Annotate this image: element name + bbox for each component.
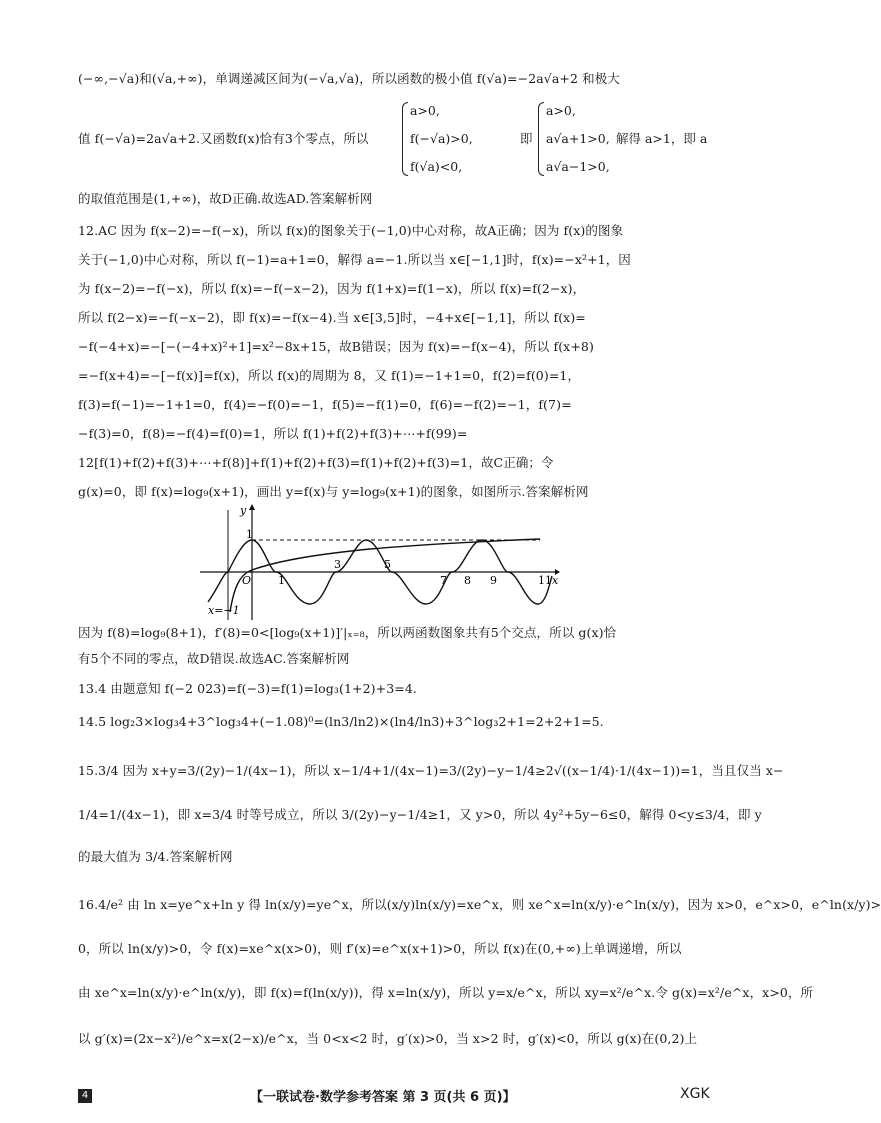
- x-tick: 11: [538, 574, 552, 587]
- text-line: 为 f(x−2)=−f(−x)，所以 f(x)=−f(−x−2)，因为 f(1+x)=f(1−x)，所以 f(x)=f(2−x)，: [78, 281, 586, 296]
- text-line: 值 f(−√a)=2a√a+2.又函数f(x)恰有3个零点，所以: [78, 131, 369, 146]
- text-line: 12[f(1)+f(2)+f(3)+⋯+f(8)]+f(1)+f(2)+f(3)=f(1)+f(2)+f(3)=1，故C正确；令: [78, 455, 554, 470]
- text-line: −f(3)=0，f(8)=−f(4)=f(0)=1，所以 f(1)+f(2)+f(3)+⋯+f(99)=: [78, 426, 468, 441]
- q16-line: 16.4/e² 由 ln x=ye^x+ln y 得 ln(x/y)=ye^x，所以(x/y)ln(x/y)=xe^x，则 xe^x=ln(x/y)·e^ln(x/y)，因为 x>0，e^x>0，e^ln(x/y)>: [78, 897, 881, 912]
- origin-label: O: [242, 574, 252, 587]
- text-line: 以 g′(x)=(2x−x²)/e^x=x(2−x)/e^x，当 0<x<2 时，g′(x)>0，当 x>2 时，g′(x)<0，所以 g(x)在(0,2)上: [78, 1031, 698, 1046]
- text-line: 0，所以 ln(x/y)>0，令 f(x)=xe^x(x>0)，则 f′(x)=e^x(x+1)>0，所以 f(x)在(0,+∞)上单调递增，所以: [78, 941, 682, 956]
- q12-line: 12.AC 因为 f(x−2)=−f(−x)，所以 f(x)的图象关于(−1,0)中心对称，故A正确；因为 f(x)的图象: [78, 223, 624, 238]
- x-tick: 3: [334, 558, 341, 571]
- text-line: 所以 f(2−x)=−f(−x−2)，即 f(x)=−f(x−4).当 x∈[3,5]时，−4+x∈[−1,1]，所以 f(x)=: [78, 310, 586, 325]
- text-line: 有5个不同的零点，故D错误.故选AC.答案解析网: [78, 651, 350, 666]
- text-line: (−∞,−√a)和(√a,+∞)，单调递减区间为(−√a,√a)，所以函数的极小值 f(√a)=−2a√a+2 和极大: [78, 71, 620, 86]
- y-axis-arrow: [249, 504, 255, 510]
- system-row: f(√a)<0,: [410, 159, 463, 174]
- text-line: 因为 f(8)=log₉(8+1)，f′(8)=0<[log₉(x+1)]′|ₓ₌₈，所以两函数图象共有5个交点，所以 g(x)恰: [78, 625, 617, 640]
- system-row: a>0,: [410, 103, 440, 118]
- text-line: −f(−4+x)=−[−(−4+x)²+1]=x²−8x+15，故B错误；因为 f(x)=−f(x−4)，所以 f(x+8): [78, 339, 594, 354]
- brace-left: [402, 102, 408, 176]
- text-line: 的最大值为 3/4.答案解析网: [78, 849, 233, 864]
- text-line: 关于(−1,0)中心对称，所以 f(−1)=a+1=0，解得 a=−1.所以当 x∈[−1,1]时，f(x)=−x²+1，因: [78, 252, 631, 267]
- footer-code: XGK: [680, 1086, 710, 1102]
- page-badge: 4: [78, 1089, 92, 1103]
- y-label: y: [240, 504, 247, 517]
- footer-title: 【一联试卷·数学参考答案 第 3 页(共 6 页)】: [250, 1090, 516, 1105]
- text-line: 的取值范围是(1,+∞)，故D正确.故选AD.答案解析网: [78, 191, 373, 206]
- q13-line: 13.4 由题意知 f(−2 023)=f(−3)=f(1)=log₃(1+2)+3=4.: [78, 681, 417, 696]
- x-tick: 8: [464, 574, 471, 587]
- system-row: a√a+1>0,: [546, 131, 610, 146]
- system-tail: 解得 a>1，即 a: [616, 131, 708, 146]
- system-connector: 即: [520, 131, 533, 146]
- x-label: x: [552, 574, 559, 587]
- text-line: 由 xe^x=ln(x/y)·e^ln(x/y)，即 f(x)=f(ln(x/y))，得 x=ln(x/y)，所以 y=x/e^x，所以 xy=x²/e^x.令 g(x)=x²/e^x，x>0，所: [78, 985, 814, 1000]
- text-line: f(3)=f(−1)=−1+1=0，f(4)=−f(0)=−1，f(5)=−f(1)=0，f(6)=−f(2)=−1，f(7)=: [78, 397, 572, 412]
- system-row: a>0,: [546, 103, 576, 118]
- tick-one: 1: [246, 528, 253, 541]
- q14-line: 14.5 log₂3×log₃4+3^log₃4+(−1.08)⁰=(ln3/ln2)×(ln4/ln3)+3^log₃2+1=2+2+1=5.: [78, 714, 604, 729]
- x-tick: 9: [490, 574, 497, 587]
- text-line: g(x)=0，即 f(x)=log₉(x+1)，画出 y=f(x)与 y=log₉(x+1)的图象，如图所示.答案解析网: [78, 484, 589, 499]
- system-row: f(−√a)>0,: [410, 131, 473, 146]
- system-row: a√a−1>0,: [546, 159, 610, 174]
- function-graph: [200, 502, 560, 622]
- text-line: =−f(x+4)=−[−f(x)]=f(x)，所以 f(x)的周期为 8，又 f(1)=−1+1=0，f(2)=f(0)=1，: [78, 368, 581, 383]
- brace-right: [538, 102, 544, 176]
- x-tick: 5: [384, 558, 391, 571]
- x-tick: 1: [278, 574, 285, 587]
- x-tick: 7: [440, 574, 447, 587]
- text-line: 1/4=1/(4x−1)，即 x=3/4 时等号成立，所以 3/(2y)−y−1/4≥1，又 y>0，所以 4y²+5y−6≤0，解得 0<y≤3/4，即 y: [78, 807, 762, 822]
- q15-line: 15.3/4 因为 x+y=3/(2y)−1/(4x−1)，所以 x−1/4+1/(4x−1)=3/(2y)−y−1/4≥2√((x−1/4)·1/(4x−1))=1，当且仅当 x−: [78, 763, 784, 778]
- asymptote-label: x=−1: [208, 604, 240, 617]
